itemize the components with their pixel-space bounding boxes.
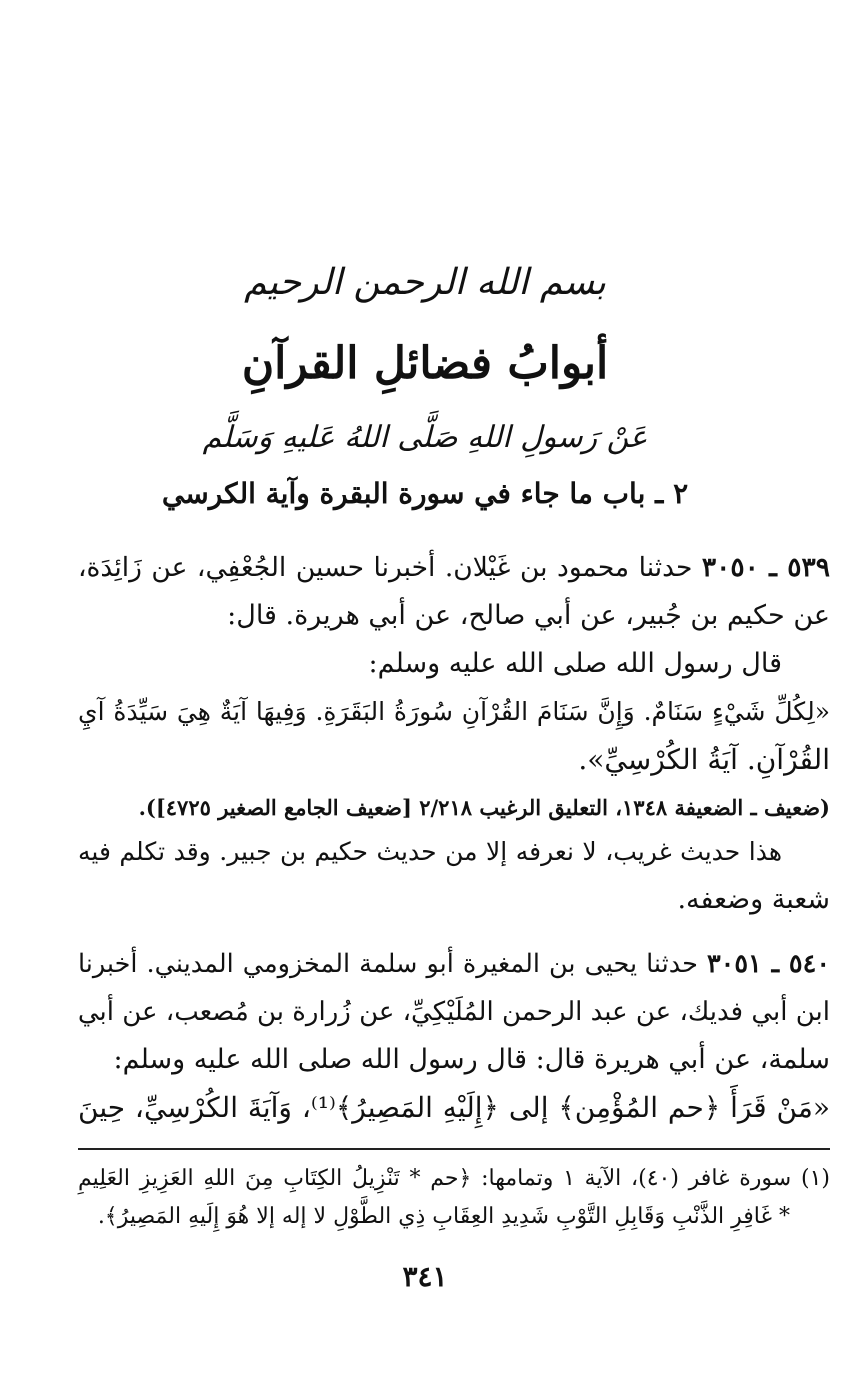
hadith-539-line-1: [78, 544, 830, 592]
footnote-divider: [78, 1148, 830, 1150]
book-section-title: أبوابُ فضائلِ القرآنِ: [241, 338, 609, 389]
hadith-539-line-5: القُرْآنِ. آيَةُ الكُرْسِيِّ».: [578, 743, 830, 776]
hadith-539-line-4: «لِكُلِّ شَيْءٍ سَنَامٌ. وَإِنَّ سَنَامَ القُرْآنِ سُورَةُ البَقَرَةِ. وَفِيهَا آيَةٌ هِيَ سَيِّدَةُ آيِ: [78, 697, 830, 726]
hadith-540-line-4: «مَنْ قَرَأَ ﴿حم المُؤْمِن﴾ إلى ﴿إِلَيْهِ المَصِيرُ﴾⁽¹⁾، وَآيَةَ الكُرْسِيِّ، حِينَ: [78, 1091, 830, 1124]
basmala-heading: بسم الله الرحمن الرحيم: [244, 262, 606, 303]
hadith-539-line-1-text: حدثنا محمود بن غَيْلان. أخبرنا حسين الجُعْفِي، عن زَائِدَة،: [78, 552, 693, 583]
hadith-539-grading: (ضعيف ـ الضعيفة ١٣٤٨، التعليق الرغيب ٢/٢١٨ [ضعيف الجامع الصغير ٤٧٢٥]).: [138, 795, 830, 820]
footnote: [78, 1160, 830, 1236]
footnote-line-2: * غَافِرِ الذَّنْبِ وَقَابِلِ التَّوْبِ شَدِيدِ العِقَابِ ذِي الطَّوْلِ لا إله إلا هُوَ إِلَيهِ المَصِيرُ﴾.: [97, 1204, 790, 1229]
hadith-540-line-1: [78, 940, 830, 988]
hadith-539-comment-line-2: شعبة وضعفه.: [677, 884, 830, 915]
chapter-heading: ٢ ـ باب ما جاء في سورة البقرة وآية الكرسي: [161, 477, 689, 510]
hadith-539-line-2: عن حكيم بن جُبير، عن أبي صالح، عن أبي هريرة. قال:: [227, 600, 830, 631]
hadith-539: [78, 544, 830, 784]
hadith-540-number: ٥٤٠ ـ ٣٠٥١: [706, 949, 831, 979]
hadith-539-number: ٥٣٩ ـ ٣٠٥٠: [701, 552, 830, 583]
hadith-540: [78, 940, 830, 1132]
book-section-subtitle: عَنْ رَسولِ اللهِ صَلَّى اللهُ عَليهِ وَسَلَّم: [202, 420, 648, 455]
page-number: ٣٤١: [402, 1260, 448, 1293]
hadith-540-line-1-text: حدثنا يحيى بن المغيرة أبو سلمة المخزومي المديني. أخبرنا: [78, 949, 698, 979]
hadith-539-commentary: [78, 828, 830, 924]
hadith-539-line-3: قال رسول الله صلى الله عليه وسلم:: [368, 648, 782, 679]
hadith-540-line-3: سلمة، عن أبي هريرة قال: قال رسول الله صلى الله عليه وسلم:: [113, 1044, 830, 1075]
hadith-540-line-2: ابن أبي فديك، عن عبد الرحمن المُلَيْكِيِّ، عن زُرارة بن مُصعب، عن أبي: [77, 997, 830, 1027]
footnote-line-1: (١) سورة غافر (٤٠)، الآية ١ وتمامها: ﴿حم * تَنْزِيلُ الكِتَابِ مِنَ اللهِ العَزِيزِ العَلِيمِ: [78, 1166, 830, 1191]
hadith-539-comment-line-1: هذا حديث غريب، لا نعرفه إلا من حديث حكيم بن جبير. وقد تكلم فيه: [78, 837, 782, 866]
